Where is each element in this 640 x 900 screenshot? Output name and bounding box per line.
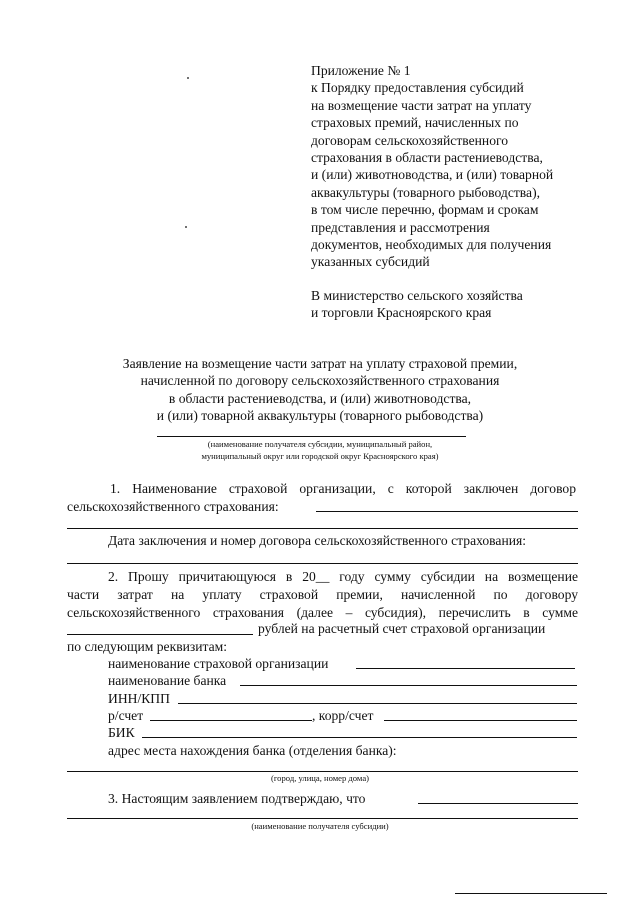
appendix-line: представления и рассмотрения xyxy=(311,219,490,235)
scan-speck xyxy=(187,77,189,79)
title-line: в области растениеводства, и (или) животноводства, xyxy=(168,390,472,406)
appendix-line: на возмещение части затрат на уплату xyxy=(311,97,532,113)
confirmation-field-cont[interactable] xyxy=(67,818,578,819)
addressee-line: и торговли Красноярского края xyxy=(311,305,492,321)
appendix-line: указанных субсидий xyxy=(311,254,430,270)
section2-line1: 2. Прошу причитающуюся в 20__ году сумму субсидии на возмещение xyxy=(108,569,578,584)
account-field[interactable] xyxy=(150,720,312,721)
insurer-name-requisite-field[interactable] xyxy=(356,668,575,669)
address-caption: (город, улица, номер дома) xyxy=(271,773,369,783)
appendix-line: в том числе перечню, формам и срокам xyxy=(311,202,539,218)
section1-line1: 1. Наименование страховой организации, с которой заключен договор xyxy=(110,481,576,496)
appendix-line: документов, необходимых для получения xyxy=(311,237,552,253)
contract-date-field[interactable] xyxy=(67,563,578,564)
title-line: начисленной по договору сельскохозяйственного страхования xyxy=(140,373,500,389)
inn-kpp-field[interactable] xyxy=(178,703,577,704)
bik-field[interactable] xyxy=(142,737,577,738)
title-line: и (или) товарной аквакультуры (товарного рыбоводства) xyxy=(156,408,484,424)
corr-account-label: , корр/счет xyxy=(312,708,374,723)
document-title xyxy=(60,355,580,425)
title-line: Заявление на возмещение части затрат на уплату страховой премии, xyxy=(122,356,518,371)
insurer-name-field-cont[interactable] xyxy=(67,528,578,529)
recipient-name-caption: (наименование получателя субсидии) xyxy=(251,821,389,831)
appendix-line: страхования в области растениеводства, xyxy=(311,150,543,166)
scan-speck xyxy=(185,226,187,228)
appendix-header xyxy=(311,62,601,271)
section2-line5: по следующим реквизитам: xyxy=(67,639,228,654)
footer-rule xyxy=(455,893,607,894)
section2-line2: части затрат на уплату страховой премии, начисленной по договору xyxy=(67,587,578,602)
appendix-line: и (или) животноводства, и (или) товарной xyxy=(311,167,554,183)
corr-account-field[interactable] xyxy=(384,720,577,721)
recipient-caption xyxy=(120,438,520,462)
insurer-name-field[interactable] xyxy=(316,511,578,512)
bank-name-label: наименование банка xyxy=(108,673,227,688)
appendix-line: договорам сельскохозяйственного xyxy=(311,132,509,148)
appendix-line: аквакультуры (товарного рыбоводства), xyxy=(311,184,540,200)
addressee-line: В министерство сельского хозяйства xyxy=(311,288,523,303)
recipient-caption-line: (наименование получателя субсидии, муниципальный район, xyxy=(207,439,433,449)
confirmation-field[interactable] xyxy=(418,803,578,804)
amount-field[interactable] xyxy=(67,634,253,635)
insurer-name-label: наименование страховой организации xyxy=(108,656,329,671)
appendix-line: к Порядку предоставления субсидий xyxy=(311,80,524,96)
appendix-line: страховых премий, начисленных по xyxy=(311,115,519,131)
bik-label: БИК xyxy=(108,725,135,740)
bank-address-label: адрес места нахождения банка (отделения банка): xyxy=(108,743,397,758)
section2-line4: рублей на расчетный счет страховой организации xyxy=(258,621,546,636)
contract-date-label: Дата заключения и номер договора сельскохозяйственного страхования: xyxy=(108,533,527,548)
account-label: р/счет xyxy=(108,708,144,723)
section2-line3: сельскохозяйственного страхования (далее – субсидия), перечислить в сумме xyxy=(67,605,578,620)
recipient-name-field[interactable] xyxy=(157,436,466,437)
inn-kpp-label: ИНН/КПП xyxy=(108,691,170,706)
appendix-line: Приложение № 1 xyxy=(311,63,411,78)
bank-name-field[interactable] xyxy=(240,685,577,686)
section1-line2: сельскохозяйственного страхования: xyxy=(67,499,279,514)
addressee xyxy=(311,287,523,322)
recipient-caption-line: муниципальный округ или городской округ Красноярского края) xyxy=(201,451,439,461)
section3-line1: 3. Настоящим заявлением подтверждаю, что xyxy=(108,791,366,806)
